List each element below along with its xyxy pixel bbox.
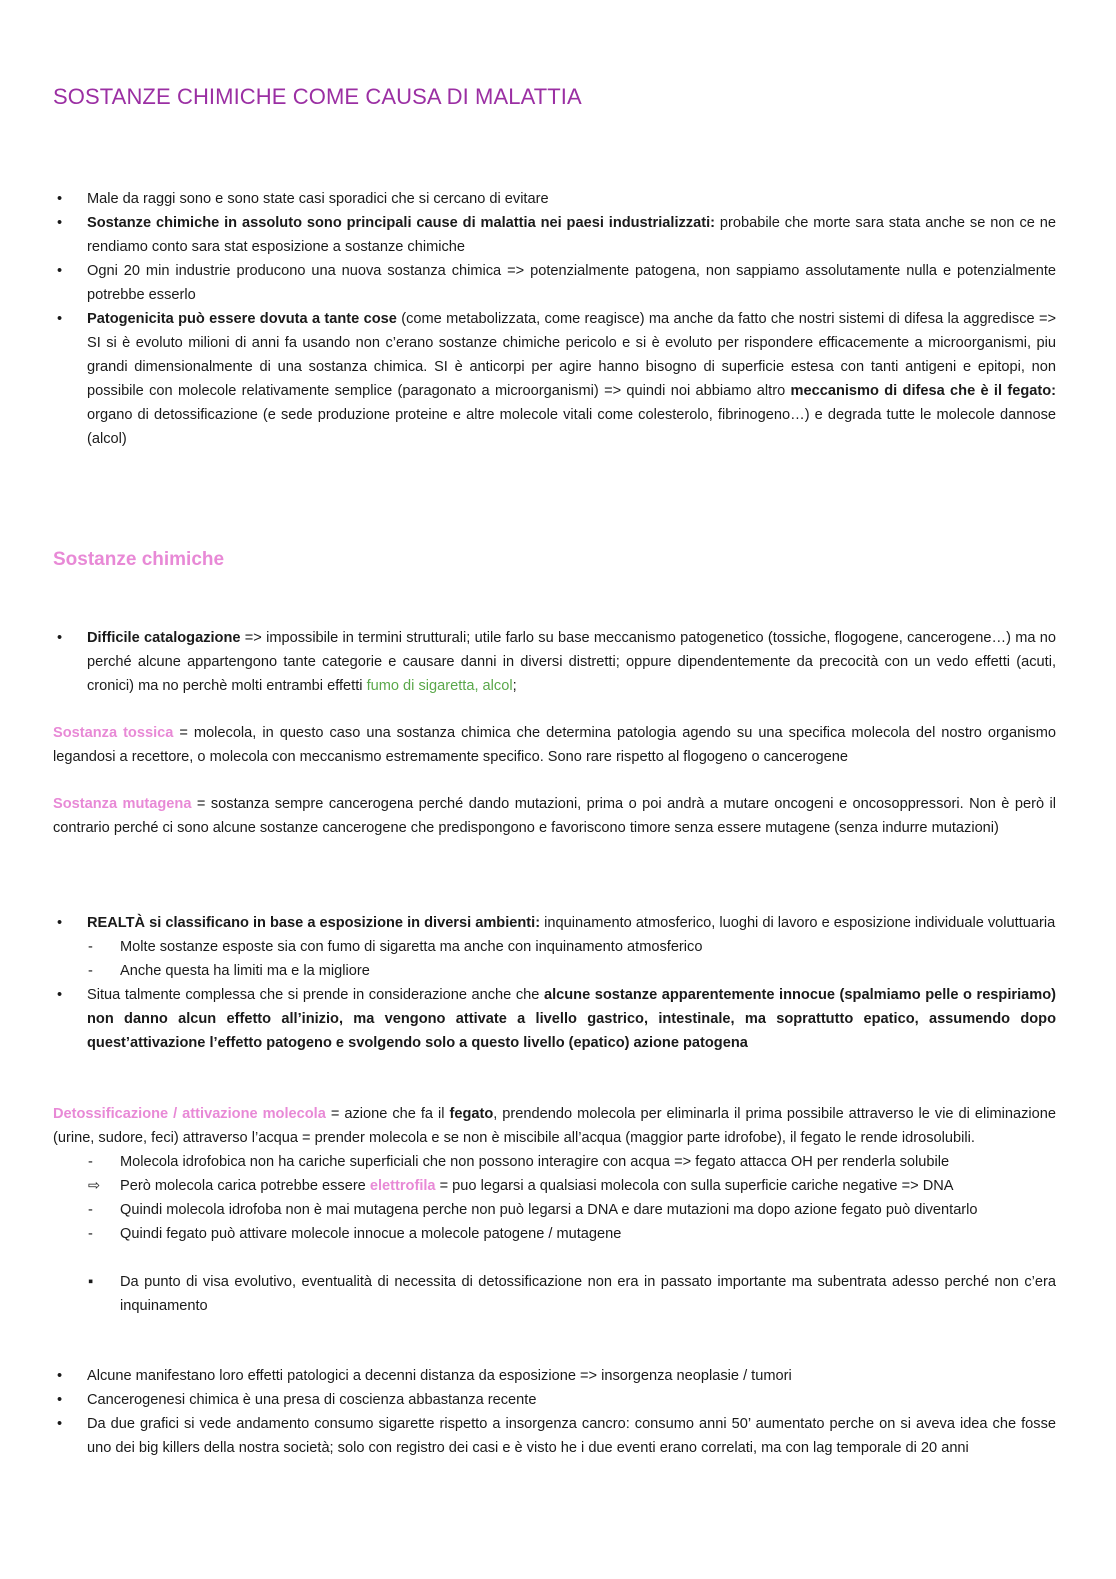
definition-text: = azione che fa il (325, 1106, 450, 1122)
list-item (53, 1412, 1056, 1460)
dash-icon: - (88, 1202, 93, 1218)
bullet-icon: • (57, 630, 63, 646)
bold-text: Difficile catalogazione (87, 630, 241, 646)
sub-list-item (53, 1150, 1056, 1174)
arrow-right-icon: ⇨ (88, 1178, 101, 1194)
list-item-text: => impossibile in termini strutturali; utile farlo su base meccanismo patogenetico (tossiche, flogogene, cancerogene…) ma no perché alcune appartengono tante categorie e causare danni in diversi distretti; oppure dipendentemente da precocità con un vedo effetti (acuti, cronici) ma no perchè molti entrambi effetti (87, 630, 1056, 694)
bullet-icon: • (57, 215, 63, 231)
dash-icon: - (88, 1226, 93, 1242)
list-item (53, 211, 1056, 259)
list-item-text: = puo legarsi a qualsiasi molecola con sulla superficie cariche negative => DNA (435, 1178, 954, 1194)
list-item (53, 307, 1056, 451)
definition-term: elettrofila (369, 1178, 436, 1194)
bullet-icon: • (57, 987, 63, 1003)
list-item-text: Cancerogenesi chimica è una presa di coscienza abbastanza recente (87, 1392, 537, 1408)
list-item (53, 983, 1056, 1055)
list-item (53, 626, 1056, 698)
page-title: SOSTANZE CHIMICHE COME CAUSA DI MALATTIA (53, 84, 582, 109)
square-bullet-icon: ▪ (88, 1274, 94, 1290)
sub-list-item (53, 1174, 1056, 1198)
bullet-icon: • (57, 311, 63, 327)
list-item (53, 187, 1056, 211)
list-item-text: inquinamento atmosferico, luoghi di lavoro e esposizione individuale voluttuaria (540, 915, 1056, 931)
list-item-text: Alcune manifestano loro effetti patologici a decenni distanza da esposizione => insorgenza neoplasie / tumori (87, 1368, 792, 1384)
list-item-text: Quindi molecola idrofoba non è mai mutagena perche non può legarsi a DNA e dare mutazioni ma dopo azione fegato può diventarlo (120, 1202, 978, 1218)
definition-text: = sostanza sempre cancerogena perché dando mutazioni, prima o poi andrà a mutare oncogeni e oncosoppressori. Non è però il contrario perché ci sono alcune sostanze cancerogene che predispongono e favoriscono timore senza essere mutagene (senza indurre mutazioni) (53, 796, 1056, 836)
list-item-text: Però molecola carica potrebbe essere (120, 1178, 370, 1194)
list-item (53, 1388, 1056, 1412)
definition-term: Detossificazione / attivazione molecola (53, 1106, 326, 1122)
list-item-text: Da punto di visa evolutivo, eventualità di necessita di detossificazione non era in passato importante ma subentrata adesso perché non c’era inquinamento (120, 1274, 1056, 1314)
bold-text: meccanismo di difesa che è il fegato: (790, 383, 1057, 399)
sub-list-item (53, 1198, 1056, 1222)
list-item (53, 259, 1056, 307)
list-item-text: Molecola idrofobica non ha cariche superficiali che non possono interagire con acqua => fegato attacca OH per renderla solubile (120, 1154, 950, 1170)
definition-term: Sostanza mutagena (53, 796, 192, 812)
dash-icon: - (88, 1154, 93, 1170)
sub-list-item (53, 1222, 1056, 1246)
catalog-list (53, 626, 1056, 698)
bold-text: Sostanze chimiche in assoluto sono principali cause di malattia nei paesi industrializzati: (87, 215, 715, 231)
list-item-text: organo di detossificazione (e sede produzione proteine e altre molecole vitali come colesterolo, fibrinogeno…) e degrada tutte le molecole dannose (alcol) (87, 407, 1056, 447)
definition-mutagena (53, 792, 1056, 840)
bold-text: REALTÀ si classificano in base a esposizione in diversi ambienti: (87, 915, 541, 931)
bullet-icon: • (57, 915, 63, 931)
classification-list (53, 911, 1056, 1055)
intro-list (53, 187, 1056, 451)
bullet-icon: • (57, 1368, 63, 1384)
list-item-text: Anche questa ha limiti ma e la migliore (120, 963, 370, 979)
bold-text: alcune sostanze apparentemente innocue (spalmiamo pelle o respiriamo) non danno alcun effetto all’inizio, ma vengono attivate a livello gastrico, intestinale, ma soprattutto epatico, assumendo dopo quest’attivazione l’effetto patogeno e svolgendo solo a questo livello (epatico) azione patogena (87, 987, 1056, 1051)
definition-text: , prendendo molecola per eliminarla il prima possibile attraverso le vie di eliminazione (urine, sudore, feci) attraverso l’acqua = prender molecola e se non è miscibile all’acqua (maggior parte idrofobe), il fegato le rende idrosolubili. (53, 1106, 1056, 1146)
list-item-text: Ogni 20 min industrie producono una nuova sostanza chimica => potenzialmente patogena, non sappiamo assolutamente nulla e potenzialmente potrebbe esserlo (87, 263, 1056, 303)
section-heading: Sostanze chimiche (53, 549, 225, 570)
definition-text: = molecola, in questo caso una sostanza chimica che determina patologia agendo su una specifica molecola del nostro organismo legandosi a recettore, o molecola con meccanismo estremamente specifico. Sono rare rispetto al flogogeno o cancerogene (53, 725, 1057, 765)
bullet-icon: • (57, 263, 63, 279)
final-list (53, 1364, 1056, 1460)
bullet-icon: • (57, 1392, 63, 1408)
dash-icon: - (88, 963, 93, 979)
sub-list-item (53, 1270, 1056, 1318)
list-item-text: ; (512, 678, 517, 694)
definition-detox (53, 1102, 1056, 1150)
bullet-icon: • (57, 1416, 63, 1432)
spacer (53, 1246, 1056, 1270)
definition-tossica (53, 721, 1056, 769)
list-item-text: Da due grafici si vede andamento consumo sigarette rispetto a insorgenza cancro: consumo anni 50’ aumentato perche on si aveva idea che fosse uno dei big killers della nostra società; solo con registro dei casi e è visto he i due eventi erano correlati, ma con lag temporale di 20 anni (87, 1416, 1056, 1456)
bold-text: Patogenicita può essere dovuta a tante cose (87, 311, 397, 327)
detox-section (53, 1102, 1056, 1318)
list-item-text: probabile che morte sara stata anche se non ce ne rendiamo conto sara stat esposizione a sostanze chimiche (87, 215, 1056, 255)
list-item (53, 1364, 1056, 1388)
bullet-icon: • (57, 191, 63, 207)
highlight-text: fumo di sigaretta, alcol (366, 678, 513, 694)
list-item-text: Situa talmente complessa che si prende in considerazione anche che (87, 987, 544, 1003)
list-item-text: Male da raggi sono e sono state casi sporadici che si cercano di evitare (87, 191, 549, 207)
bold-text: fegato (449, 1106, 494, 1122)
list-item-text: Molte sostanze esposte sia con fumo di sigaretta ma anche con inquinamento atmosferico (120, 939, 703, 955)
sub-list-item (53, 959, 1056, 983)
sub-list-item (53, 935, 1056, 959)
list-item (53, 911, 1056, 935)
list-item-text: Quindi fegato può attivare molecole innocue a molecole patogene / mutagene (120, 1226, 622, 1242)
definition-term: Sostanza tossica (53, 725, 174, 741)
list-item-text: (come metabolizzata, come reagisce) ma anche da fatto che nostri sistemi di difesa la aggredisce => SI si è evoluto milioni di anni fa usando non c’erano sostanze chimiche pericolo e si è evoluto per rispondere efficacemente a microorganismi, piu grandi dimensionalmente di una sostanza chimica. SI è anticorpi per agire hanno bisogno di superficie estesa con tanti antigeni e epitopi, non possibile con molecole relativamente semplice (paragonato a microorganismi) => quindi noi abbiamo altro (87, 311, 1056, 399)
dash-icon: - (88, 939, 93, 955)
